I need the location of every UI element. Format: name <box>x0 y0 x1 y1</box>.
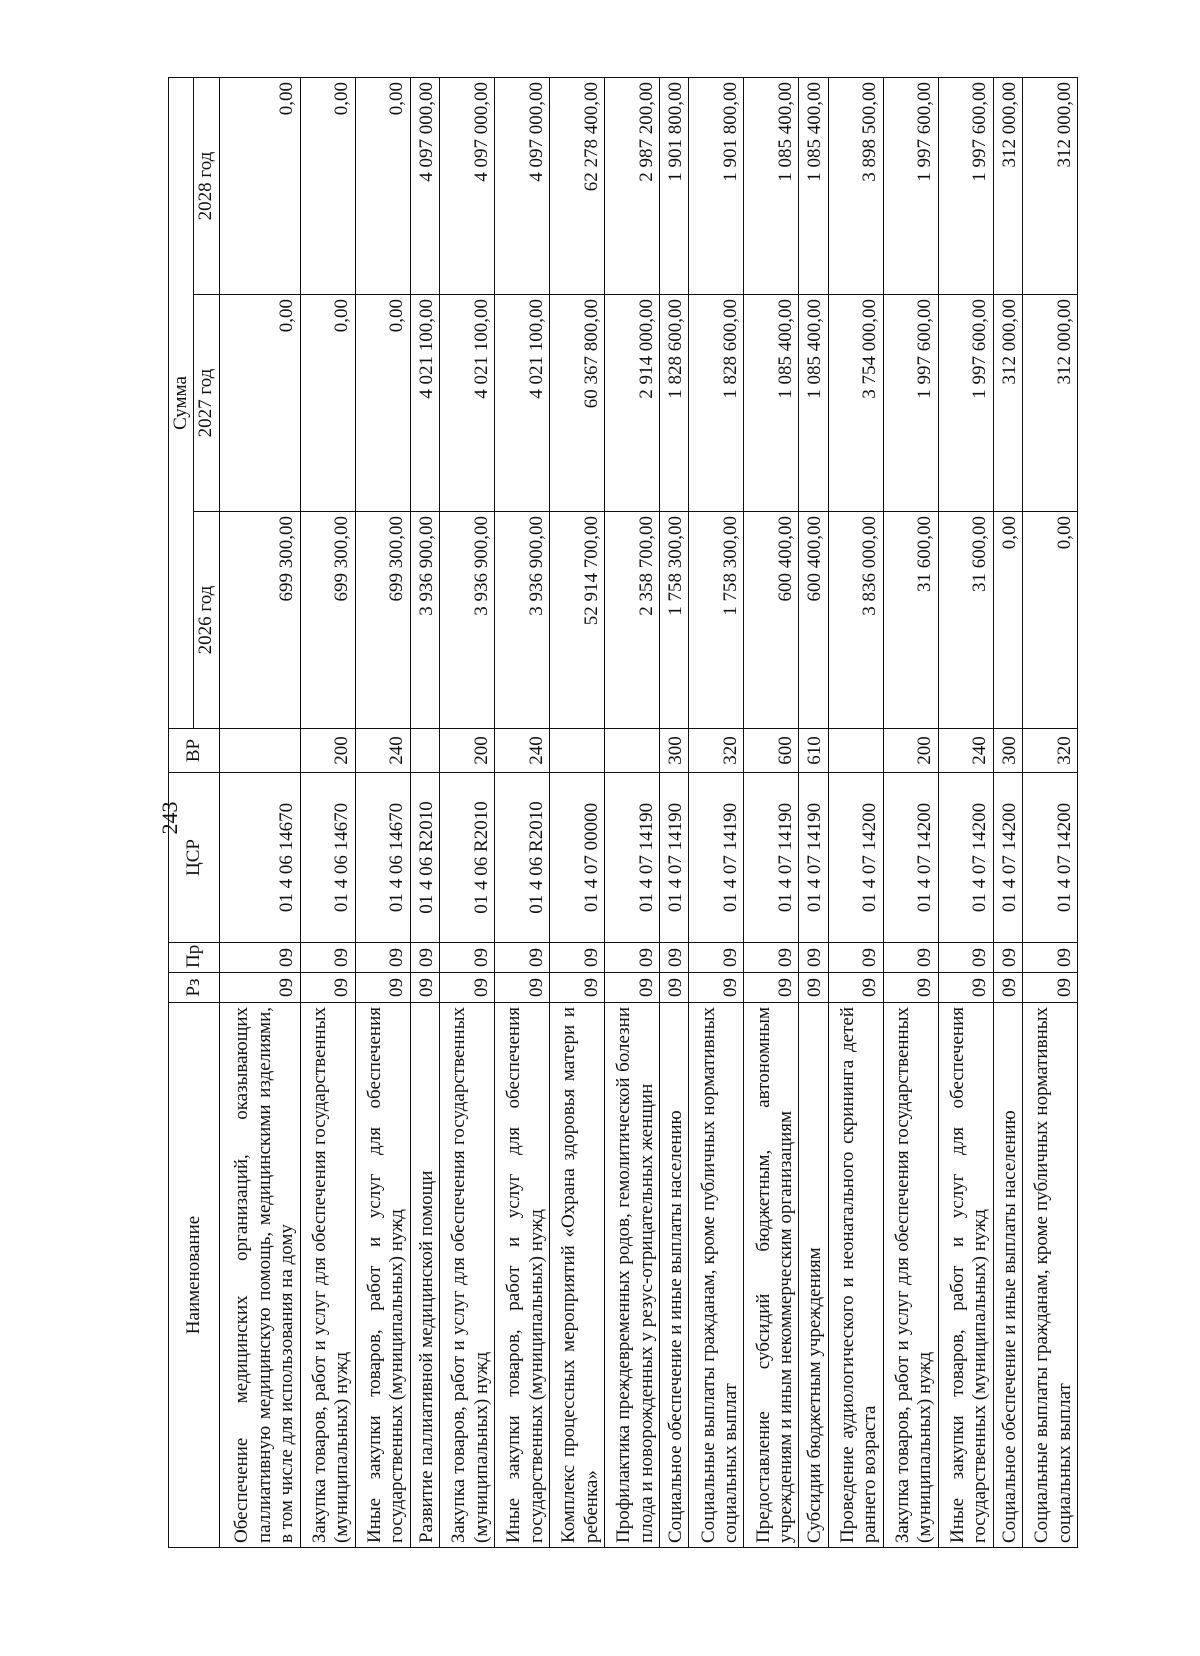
row-pr: 09 <box>219 943 300 973</box>
row-name: Субсидии бюджетным учреждениям <box>799 1003 828 1548</box>
row-amount-2028: 312 000,00 <box>993 78 1022 295</box>
row-pr: 09 <box>549 943 604 973</box>
row-vr <box>828 729 883 773</box>
row-amount-2027: 0,00 <box>355 295 410 512</box>
row-name: Комплекс процессных мероприятий «Охрана здоровья матери и ребенка» <box>549 1003 604 1548</box>
budget-sheet <box>168 78 1078 1548</box>
row-csr: 01 4 07 14200 <box>828 773 883 943</box>
row-amount-2027: 1 828 600,00 <box>689 295 744 512</box>
header-vr: ВР <box>169 729 220 773</box>
row-csr: 01 4 07 14190 <box>799 773 828 943</box>
table-row <box>355 78 410 1548</box>
row-amount-2027: 0,00 <box>219 295 300 512</box>
budget-table <box>168 77 1078 1548</box>
row-rz: 09 <box>355 973 410 1003</box>
row-vr: 240 <box>938 729 993 773</box>
row-amount-2026: 600 400,00 <box>744 512 799 729</box>
row-amount-2026: 0,00 <box>993 512 1022 729</box>
row-name: Социальные выплаты гражданам, кроме публичных нормативных социальных выплат <box>689 1003 744 1548</box>
row-vr: 300 <box>660 729 689 773</box>
table-row <box>300 78 355 1548</box>
row-amount-2026: 31 600,00 <box>938 512 993 729</box>
row-csr: 01 4 07 14190 <box>744 773 799 943</box>
row-rz: 09 <box>439 973 494 1003</box>
row-vr: 240 <box>355 729 410 773</box>
header-row-top <box>169 78 194 1548</box>
table-row <box>439 78 494 1548</box>
row-name: Закупка товаров, работ и услуг для обеспечения государственных (муниципальных) нужд <box>439 1003 494 1548</box>
row-name: Развитие паллиативной медицинской помощи <box>410 1003 439 1548</box>
row-name: Иные закупки товаров, работ и услуг для обеспечения государственных (муниципальных) нужд <box>355 1003 410 1548</box>
row-name: Социальное обеспечение и иные выплаты населению <box>660 1003 689 1548</box>
row-amount-2027: 1 997 600,00 <box>883 295 938 512</box>
row-vr: 200 <box>439 729 494 773</box>
row-csr: 01 4 06 14670 <box>300 773 355 943</box>
row-amount-2028: 1 085 400,00 <box>744 78 799 295</box>
row-amount-2028: 4 097 000,00 <box>439 78 494 295</box>
header-pr: Пр <box>169 943 220 973</box>
table-row <box>993 78 1022 1548</box>
row-name: Профилактика преждевременных родов, гемолитической болезни плода и новорожденных у резус-отрицательных женщин <box>605 1003 660 1548</box>
row-amount-2028: 62 278 400,00 <box>549 78 604 295</box>
row-vr <box>605 729 660 773</box>
row-pr: 09 <box>993 943 1022 973</box>
table-row <box>410 78 439 1548</box>
table-row <box>549 78 604 1548</box>
row-amount-2026: 3 936 900,00 <box>494 512 549 729</box>
row-pr: 09 <box>799 943 828 973</box>
row-name: Проведение аудиологического и неонатального скрининга детей раннего возраста <box>828 1003 883 1548</box>
row-rz: 09 <box>605 973 660 1003</box>
row-pr: 09 <box>689 943 744 973</box>
row-rz: 09 <box>744 973 799 1003</box>
row-amount-2027: 4 021 100,00 <box>410 295 439 512</box>
row-amount-2026: 31 600,00 <box>883 512 938 729</box>
row-amount-2026: 1 758 300,00 <box>660 512 689 729</box>
table-row <box>828 78 883 1548</box>
header-name: Наименование <box>169 1003 220 1548</box>
row-rz: 09 <box>549 973 604 1003</box>
row-rz: 09 <box>689 973 744 1003</box>
row-pr: 09 <box>355 943 410 973</box>
row-amount-2027: 4 021 100,00 <box>439 295 494 512</box>
row-rz: 09 <box>1022 973 1077 1003</box>
row-rz: 09 <box>494 973 549 1003</box>
row-pr: 09 <box>828 943 883 973</box>
header-year-2027: 2027 год <box>194 295 219 512</box>
row-amount-2027: 3 754 000,00 <box>828 295 883 512</box>
table-row <box>494 78 549 1548</box>
row-rz: 09 <box>883 973 938 1003</box>
row-csr: 01 4 07 14200 <box>993 773 1022 943</box>
row-csr: 01 4 07 00000 <box>549 773 604 943</box>
row-pr: 09 <box>494 943 549 973</box>
row-amount-2028: 312 000,00 <box>1022 78 1077 295</box>
row-pr: 09 <box>605 943 660 973</box>
row-name: Социальное обеспечение и иные выплаты населению <box>993 1003 1022 1548</box>
table-row <box>219 78 300 1548</box>
row-name: Закупка товаров, работ и услуг для обеспечения государственных (муниципальных) нужд <box>300 1003 355 1548</box>
row-pr: 09 <box>439 943 494 973</box>
row-amount-2027: 1 085 400,00 <box>744 295 799 512</box>
row-amount-2026: 52 914 700,00 <box>549 512 604 729</box>
row-amount-2026: 3 936 900,00 <box>439 512 494 729</box>
row-csr: 01 4 07 14190 <box>660 773 689 943</box>
row-csr: 01 4 06 R2010 <box>439 773 494 943</box>
row-name: Закупка товаров, работ и услуг для обеспечения государственных (муниципальных) нужд <box>883 1003 938 1548</box>
row-amount-2028: 0,00 <box>355 78 410 295</box>
row-name: Социальные выплаты гражданам, кроме публичных нормативных социальных выплат <box>1022 1003 1077 1548</box>
row-amount-2026: 2 358 700,00 <box>605 512 660 729</box>
row-pr: 09 <box>938 943 993 973</box>
row-amount-2028: 0,00 <box>219 78 300 295</box>
row-vr: 200 <box>300 729 355 773</box>
row-csr: 01 4 06 R2010 <box>494 773 549 943</box>
row-rz: 09 <box>828 973 883 1003</box>
row-amount-2027: 4 021 100,00 <box>494 295 549 512</box>
header-year-2026: 2026 год <box>194 512 219 729</box>
row-rz: 09 <box>300 973 355 1003</box>
row-csr: 01 4 07 14200 <box>883 773 938 943</box>
row-vr: 320 <box>689 729 744 773</box>
row-amount-2026: 1 758 300,00 <box>689 512 744 729</box>
table-body <box>219 78 1077 1548</box>
row-amount-2028: 1 901 800,00 <box>660 78 689 295</box>
row-rz: 09 <box>660 973 689 1003</box>
table-row <box>883 78 938 1548</box>
table-row <box>744 78 799 1548</box>
row-amount-2026: 0,00 <box>1022 512 1077 729</box>
row-csr: 01 4 06 R2010 <box>410 773 439 943</box>
row-amount-2027: 1 828 600,00 <box>660 295 689 512</box>
row-csr: 01 4 07 14200 <box>1022 773 1077 943</box>
row-amount-2027: 2 914 000,00 <box>605 295 660 512</box>
row-csr: 01 4 07 14190 <box>689 773 744 943</box>
row-vr <box>549 729 604 773</box>
row-vr <box>219 729 300 773</box>
row-name: Иные закупки товаров, работ и услуг для обеспечения государственных (муниципальных) нужд <box>938 1003 993 1548</box>
row-amount-2027: 1 997 600,00 <box>938 295 993 512</box>
row-amount-2028: 4 097 000,00 <box>494 78 549 295</box>
table-row <box>605 78 660 1548</box>
header-rz: Рз <box>169 973 220 1003</box>
row-amount-2026: 600 400,00 <box>799 512 828 729</box>
row-amount-2028: 1 901 800,00 <box>689 78 744 295</box>
row-amount-2027: 312 000,00 <box>1022 295 1077 512</box>
row-amount-2026: 699 300,00 <box>300 512 355 729</box>
row-pr: 09 <box>660 943 689 973</box>
row-csr: 01 4 07 14190 <box>605 773 660 943</box>
row-pr: 09 <box>1022 943 1077 973</box>
header-csr: ЦСР <box>169 773 220 943</box>
table-row <box>938 78 993 1548</box>
row-pr: 09 <box>300 943 355 973</box>
row-vr: 300 <box>993 729 1022 773</box>
row-csr: 01 4 07 14200 <box>938 773 993 943</box>
row-amount-2028: 4 097 000,00 <box>410 78 439 295</box>
row-pr: 09 <box>410 943 439 973</box>
row-amount-2028: 2 987 200,00 <box>605 78 660 295</box>
row-amount-2028: 1 997 600,00 <box>938 78 993 295</box>
row-rz: 09 <box>799 973 828 1003</box>
row-rz: 09 <box>938 973 993 1003</box>
table-row <box>799 78 828 1548</box>
row-rz: 09 <box>410 973 439 1003</box>
row-vr: 240 <box>494 729 549 773</box>
row-pr: 09 <box>883 943 938 973</box>
row-amount-2027: 312 000,00 <box>993 295 1022 512</box>
row-amount-2027: 1 085 400,00 <box>799 295 828 512</box>
table-row <box>1022 78 1077 1548</box>
row-name: Обеспечение медицинских организаций, оказывающих паллиативную медицинскую помощь, медицинскими изделиями, в том числе для использования на дому <box>219 1003 300 1548</box>
header-year-2028: 2028 год <box>194 78 219 295</box>
table-row <box>689 78 744 1548</box>
row-vr: 320 <box>1022 729 1077 773</box>
row-amount-2026: 3 836 000,00 <box>828 512 883 729</box>
row-amount-2026: 3 936 900,00 <box>410 512 439 729</box>
row-csr: 01 4 06 14670 <box>219 773 300 943</box>
table-row <box>660 78 689 1548</box>
row-rz: 09 <box>993 973 1022 1003</box>
row-vr: 200 <box>883 729 938 773</box>
header-sum: Сумма <box>169 78 194 729</box>
row-rz: 09 <box>219 973 300 1003</box>
row-amount-2028: 1 085 400,00 <box>799 78 828 295</box>
row-amount-2027: 0,00 <box>300 295 355 512</box>
row-csr: 01 4 06 14670 <box>355 773 410 943</box>
row-amount-2027: 60 367 800,00 <box>549 295 604 512</box>
row-amount-2026: 699 300,00 <box>219 512 300 729</box>
row-amount-2028: 0,00 <box>300 78 355 295</box>
row-vr: 610 <box>799 729 828 773</box>
row-pr: 09 <box>744 943 799 973</box>
row-vr: 600 <box>744 729 799 773</box>
row-name: Предоставление субсидий бюджетным, автономным учреждениям и иным некоммерческим организациям <box>744 1003 799 1548</box>
row-vr <box>410 729 439 773</box>
row-amount-2028: 3 898 500,00 <box>828 78 883 295</box>
row-amount-2028: 1 997 600,00 <box>883 78 938 295</box>
row-amount-2026: 699 300,00 <box>355 512 410 729</box>
row-name: Иные закупки товаров, работ и услуг для обеспечения государственных (муниципальных) нужд <box>494 1003 549 1548</box>
page-number: 243 <box>157 801 182 835</box>
